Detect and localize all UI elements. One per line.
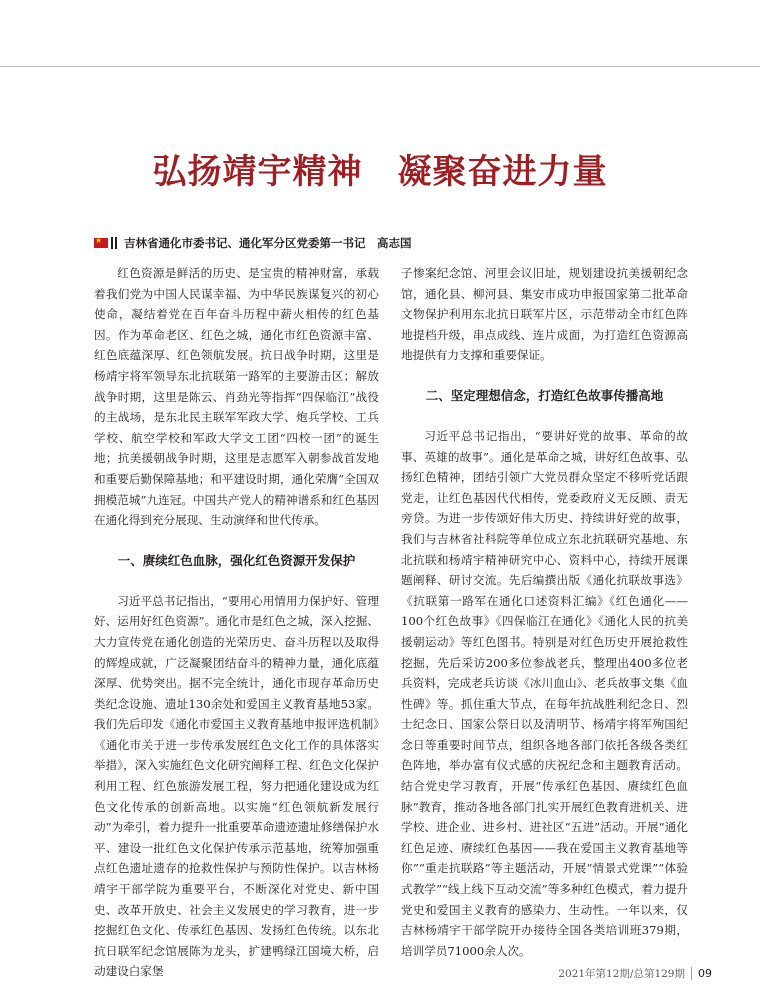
byline xyxy=(94,235,694,251)
header-rule xyxy=(0,66,760,67)
double-bar-icon xyxy=(111,237,119,249)
intro-paragraph: 红色资源是鲜活的历史、是宝贵的精神财富，承载着我们党为中国人民谋幸福、为中华民族谋复兴的初心使命，凝结着党在百年奋斗历程中薪火相传的红色基因。作为革命老区、红色之城，通化市红色资源丰富、红色底蕴深厚、红色领航发展。抗日战争时期，这里是杨靖宇将军领导东北抗联第一路军的主要游击区；解放战争时期，这里是陈云、肖劲光等指挥“四保临江”战役的主战场，是东北民主联军军政大学、炮兵学校、工兵学校、航空学校和军政大学文工团“四校一团”的诞生地；抗美援朝战争时期，这里是志愿军入朝参战首发地和重要后勤保障基地；和平建设时期，通化荣膺“全国双拥模范城”九连冠。中国共产党人的精神谱系和红色基因在通化得到充分展现、生动演绎和世代传承。 xyxy=(94,266,379,528)
section1-paragraph: 习近平总书记指出，“要用心用情用力保护好、管理好、运用好红色资源”。通化市是红色之城，深入挖掘、大力宣传党在通化创造的光荣历史、奋斗历程以及取得的辉煌成就，广泛凝聚团结奋斗的精神力量，通化底蕴深厚、优势突出。据不完全统计，通化市现存革命历史类纪念设施、遗址130余处和爱国主义教育基地53家。我们先后印发《通化市爱国主义教育基地申报评选机制》《通化市关于进一步传承发展红色文化工作的具体落实举措》，深入实施红色文化研究阐释工程、红色文化保护利用工程、红色旅游发展工程，努力把通化建设成为红色文化传承的创新高地。以实施“红色领航新发展行动”为牵引，着力提升一批重要革命遗迹遗址修缮保护水平、建设一批红色文化保护传承示范基地，统筹加强重点红色遗址遗存的抢救性保护与预防性保护。以吉林杨靖宇干部学院为重要平台，不断深化对党史、新中国史、改革开放史、社会主义发展史的学习教育，进一步挖掘红色文化、传承红色基因、发扬红色传统。以东北抗日联军纪念馆展陈为龙头，扩建鸭绿江国境大桥，启动建设白家堡 xyxy=(94,593,379,979)
article-title: 弘扬靖宇精神 凝聚奋进力量 xyxy=(152,152,608,192)
issue-label: 2021年第12期/总第129期 xyxy=(558,967,685,980)
continued-paragraph: 子惨案纪念馆、河里会议旧址，规划建设抗美援朝纪念馆，通化县、柳河县、集安市成功申报国家第二批革命文物保护利用东北抗日联军片区，示范带动全市红色阵地提档升级，串点成线、连片成面，为打造红色资源高地提供有力支撑和重要保证。 xyxy=(401,266,688,363)
page-footer xyxy=(540,964,712,982)
section2-paragraph: 习近平总书记指出，“要讲好党的故事、革命的故事、英雄的故事”。通化是革命之城，讲好红色故事、弘扬红色精神，团结引领广大党员群众坚定不移听党话跟党走，让红色基因代代相传，党委政府义无反顾、责无旁贷。为进一步传颂好伟大历史、持续讲好党的故事，我们与吉林省社科院等单位成立东北抗联研究基地、东北抗联和杨靖宇精神研究中心、资料中心，持续开展课题阐释、研讨交流。先后编撰出版《通化抗联故事选》《抗联第一路军在通化口述资料汇编》《红色通化——100个红色故事》《四保临江在通化》《通化人民的抗美援朝运动》等红色图书。特别是对红色历史开展抢救性挖掘，先后采访200多位参战老兵，整理出400多位老兵资料，完成老兵访谈《冰川血山》、老兵故事文集《血性碑》等。抓住重大节点，在每年抗战胜利纪念日、烈士纪念日、国家公祭日以及清明节、杨靖宇将军殉国纪念日等重要时间节点，组织各地各部门依托各级各类红色阵地，举办富有仪式感的庆祝纪念和主题教育活动。结合党史学习教育，开展“传承红色基因、赓续红色血脉”教育，推动各地各部门扎实开展红色教育进机关、进学校、进企业、进乡村、进社区“五进”活动。开展“通化红色足迹、赓续红色基因——我在爱国主义教育基地等你”“重走抗联路”等主题活动，开展“情景式党课”“体验式教学”“线上线下互动交流”等多种红色模式，着力提升党史和爱国主义教育的感染力、生动性。一年以来，仅吉林杨靖宇干部学院开办接待全国各类培训班379期，培训学员71000余人次。 xyxy=(401,428,688,958)
footer-divider xyxy=(691,967,692,980)
page-number: 09 xyxy=(698,966,712,980)
left-column xyxy=(94,263,379,982)
author-byline: 吉林省通化市委书记、通化军分区党委第一书记 高志国 xyxy=(124,236,412,250)
section-heading-2: 二、坚定理想信念，打造红色故事传播高地 xyxy=(425,387,664,403)
section-heading-1: 一、赓续红色血脉，强化红色资源开发保护 xyxy=(117,552,356,568)
flag-icon: ★ xyxy=(94,238,108,248)
right-column xyxy=(401,263,688,961)
